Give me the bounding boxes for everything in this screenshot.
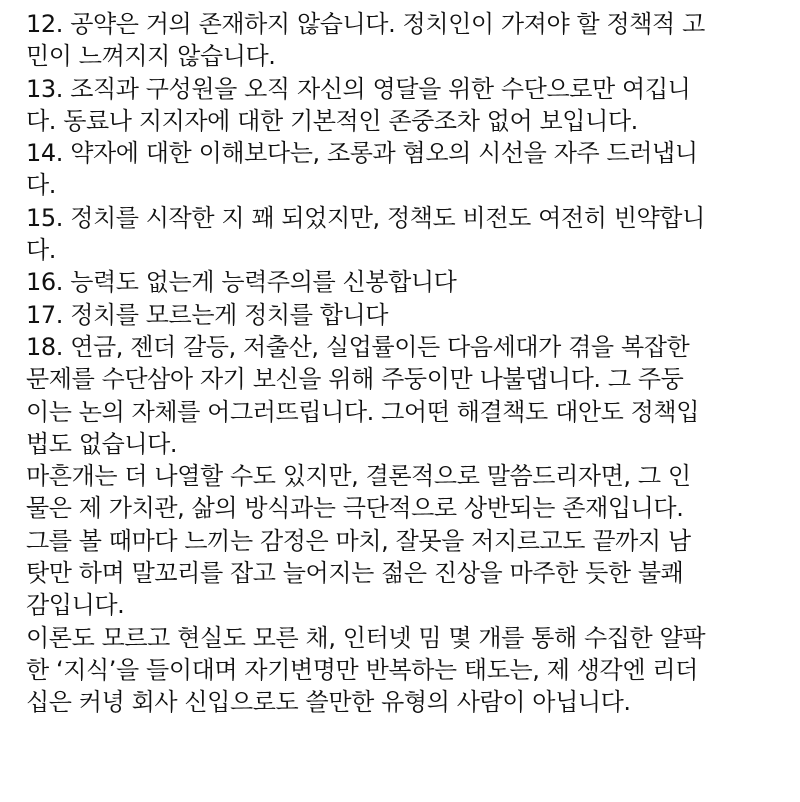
text-line: 탓만 하며 말꼬리를 잡고 늘어지는 젊은 진상을 마주한 듯한 불쾌 <box>26 559 684 588</box>
paragraph-item-16 <box>26 266 778 298</box>
paragraph-item-17 <box>26 299 778 331</box>
text-line: 13. 조직과 구성원을 오직 자신의 영달을 위한 수단으로만 여깁니 <box>26 74 691 103</box>
text-line: 다. <box>26 171 57 200</box>
paragraph-item-12 <box>26 8 778 73</box>
paragraph-item-14 <box>26 137 778 202</box>
text-line: 15. 정치를 시작한 지 꽤 되었지만, 정책도 비전도 여전히 빈약합니 <box>26 203 705 232</box>
text-line: 18. 연금, 젠더 갈등, 저출산, 실업률이든 다음세대가 겪을 복잡한 <box>26 332 690 361</box>
text-line: 물은 제 가치관, 삶의 방식과는 극단적으로 상반되는 존재입니다. <box>26 494 684 523</box>
text-line: 다. 동료나 지지자에 대한 기본적인 존중조차 없어 보입니다. <box>26 106 638 135</box>
text-line: 한 ‘지식’을 들이대며 자기변명만 반복하는 태도는, 제 생각엔 리더 <box>26 655 698 684</box>
text-line: 14. 약자에 대한 이해보다는, 조롱과 혐오의 시선을 자주 드러냅니 <box>26 139 698 168</box>
paragraph-final <box>26 622 778 719</box>
paragraph-item-15 <box>26 202 778 267</box>
text-line: 그를 볼 때마다 느끼는 감정은 마치, 잘못을 저지르고도 끝까지 남 <box>26 526 691 555</box>
text-line: 이론도 모르고 현실도 모른 채, 인터넷 밈 몇 개를 통해 수집한 얄팍 <box>26 623 706 652</box>
text-line: 감입니다. <box>26 591 125 620</box>
text-line: 이는 논의 자체를 어그러뜨립니다. 그어떤 해결책도 대안도 정책입 <box>26 397 699 426</box>
paragraph-item-13 <box>26 73 778 138</box>
text-line: 16. 능력도 없는게 능력주의를 신봉합니다 <box>26 268 457 297</box>
paragraph-conclusion <box>26 460 778 525</box>
text-line: 12. 공약은 거의 존재하지 않습니다. 정치인이 가져야 할 정책적 고 <box>26 10 705 38</box>
text-line: 법도 없습니다. <box>26 429 178 458</box>
document-body <box>26 8 778 719</box>
text-line: 마흔개는 더 나열할 수도 있지만, 결론적으로 말씀드리자면, 그 인 <box>26 462 691 491</box>
paragraph-feeling <box>26 525 778 622</box>
paragraph-item-18 <box>26 331 778 460</box>
text-line: 다. <box>26 236 57 265</box>
text-line: 민이 느껴지지 않습니다. <box>26 42 276 71</box>
text-line: 문제를 수단삼아 자기 보신을 위해 주둥이만 나불댑니다. 그 주둥 <box>26 365 684 394</box>
text-line: 십은 커녕 회사 신입으로도 쓸만한 유형의 사람이 아닙니다. <box>26 688 631 717</box>
text-line: 17. 정치를 모르는게 정치를 합니다 <box>26 300 389 329</box>
